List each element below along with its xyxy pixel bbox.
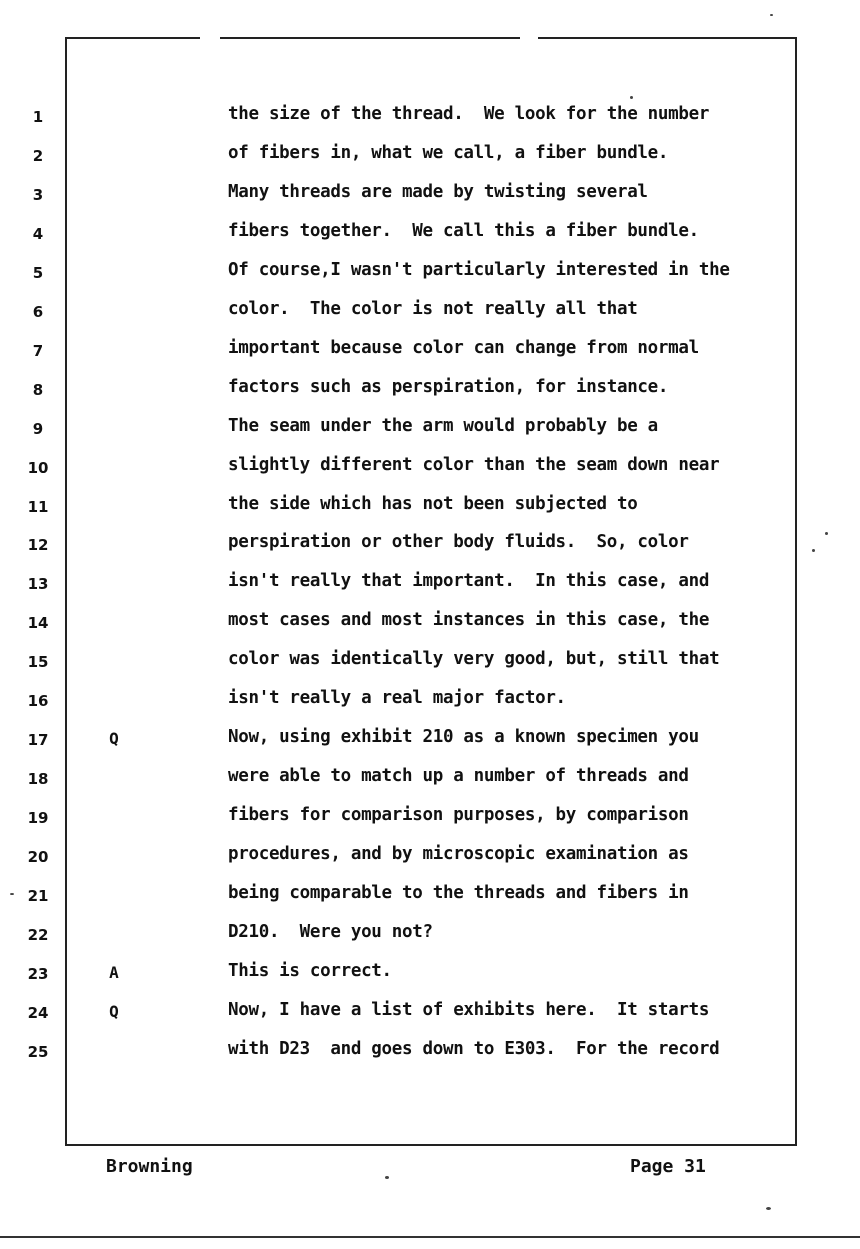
transcript-line-text: Many threads are made by twisting several — [228, 182, 648, 202]
line-number: 14 — [27, 614, 49, 632]
line-number: 11 — [27, 498, 49, 516]
line-number: 19 — [27, 809, 49, 827]
scan-speck — [812, 549, 815, 552]
scan-speck — [770, 14, 773, 16]
speaker-label: A — [109, 963, 119, 982]
line-number: 16 — [27, 692, 49, 710]
bottom-rule — [0, 1236, 860, 1238]
transcript-line-text: isn't really that important. In this case, and — [228, 571, 710, 591]
transcript-line-text: perspiration or other body fluids. So, color — [228, 532, 689, 552]
transcript-line-text: color. The color is not really all that — [228, 299, 638, 319]
transcript-line-text: isn't really a real major factor. — [228, 688, 566, 708]
line-number: 21 — [27, 887, 49, 905]
transcript-line-text: were able to match up a number of threads and — [228, 766, 689, 786]
transcript-line-text: Now, using exhibit 210 as a known specimen you — [228, 727, 699, 747]
transcript-line-text: being comparable to the threads and fibers in — [228, 883, 689, 903]
speaker-label: Q — [109, 729, 119, 748]
scan-speck — [630, 96, 633, 99]
transcript-line-text: Of course,I wasn't particularly interested in the — [228, 260, 730, 280]
transcript-line-text: most cases and most instances in this case, the — [228, 610, 710, 630]
transcript-line-text: the side which has not been subjected to — [228, 494, 638, 514]
transcript-line-text: color was identically very good, but, still that — [228, 649, 720, 669]
line-number: 20 — [27, 848, 49, 866]
transcript-line-text: with D23 and goes down to E303. For the record — [228, 1039, 720, 1059]
footer-page-number: Page 31 — [630, 1156, 706, 1177]
transcript-line-text: slightly different color than the seam down near — [228, 455, 720, 475]
line-number: 17 — [27, 731, 49, 749]
line-number: 12 — [27, 536, 49, 554]
line-number: 13 — [27, 575, 49, 593]
line-number: 24 — [27, 1004, 49, 1022]
page-border — [65, 38, 797, 1146]
scan-speck — [385, 1176, 389, 1179]
transcript-line-text: important because color can change from normal — [228, 338, 699, 358]
line-number: 5 — [32, 264, 44, 282]
line-number: 3 — [32, 186, 44, 204]
scan-speck — [825, 532, 828, 535]
transcript-line-text: This is correct. — [228, 961, 392, 981]
transcript-line-text: fibers for comparison purposes, by comparison — [228, 805, 689, 825]
transcript-line-text: procedures, and by microscopic examination as — [228, 844, 689, 864]
line-number: 18 — [27, 770, 49, 788]
line-number: 10 — [27, 459, 49, 477]
transcript-line-text: factors such as perspiration, for instance. — [228, 377, 669, 397]
footer-witness-name: Browning — [106, 1156, 193, 1177]
line-number: 6 — [32, 303, 44, 321]
line-number: 4 — [32, 225, 44, 243]
line-number: 2 — [32, 147, 44, 165]
line-number: 15 — [27, 653, 49, 671]
scan-speck — [766, 1207, 771, 1210]
transcript-line-text: The seam under the arm would probably be a — [228, 416, 658, 436]
line-number: 22 — [27, 926, 49, 944]
transcript-line-text: Now, I have a list of exhibits here. It starts — [228, 1000, 710, 1020]
line-number: 8 — [32, 381, 44, 399]
transcript-line-text: of fibers in, what we call, a fiber bundle. — [228, 143, 669, 163]
line-number: 1 — [32, 108, 44, 126]
line-number: 7 — [32, 342, 44, 360]
line-number: 23 — [27, 965, 49, 983]
transcript-line-text: the size of the thread. We look for the number — [228, 104, 710, 124]
line-number: 9 — [32, 420, 44, 438]
speaker-label: Q — [109, 1002, 119, 1021]
transcript-line-text: fibers together. We call this a fiber bundle. — [228, 221, 699, 241]
line-number: 25 — [27, 1043, 49, 1061]
transcript-line-text: D210. Were you not? — [228, 922, 433, 942]
scan-speck — [10, 893, 14, 895]
